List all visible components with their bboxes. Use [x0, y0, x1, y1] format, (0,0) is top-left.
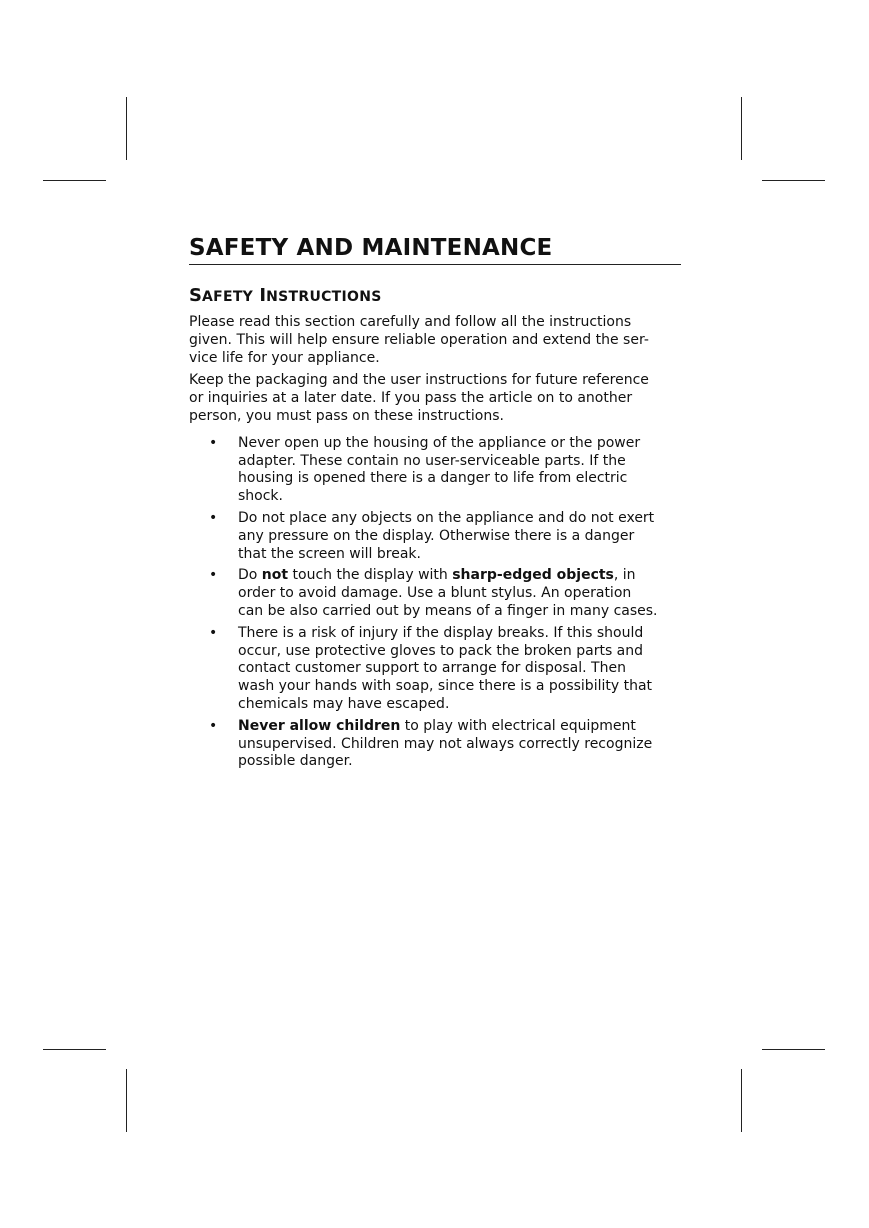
safety-bullet-list	[189, 435, 681, 771]
bullet-text: touch the display with	[288, 567, 453, 584]
bullet-line: housing is opened there is a danger to life from electric	[238, 470, 628, 487]
section-title-initial-1: S	[189, 285, 202, 306]
bullet-item-pressure	[189, 510, 681, 563]
bullet-line: wash your hands with soap, since there is a possibility that	[238, 678, 653, 695]
bullet-text: , in	[613, 567, 636, 584]
page-title: SAFETY AND MAINTENANCE	[189, 233, 681, 265]
bullet-line	[238, 718, 681, 736]
crop-mark-top-right-horizontal	[762, 180, 825, 181]
paragraph-line: person, you must pass on these instructions.	[189, 407, 504, 424]
bullet-line: There is a risk of injury if the display breaks. If this should	[238, 624, 644, 641]
bullet-item-sharp-objects	[189, 567, 681, 620]
bullet-item-children	[189, 718, 681, 771]
bullet-line: possible danger.	[238, 753, 353, 770]
bullet-item-display-breaks	[189, 625, 681, 714]
bullet-line: Do not place any objects on the appliance and do not exert	[238, 509, 655, 526]
bullet-item-housing	[189, 435, 681, 506]
bullet-line: occur, use protective gloves to pack the broken parts and	[238, 642, 644, 659]
paragraph-line: Please read this section carefully and follow all the instructions	[189, 314, 632, 330]
paragraph-line: vice life for your appliance.	[189, 349, 380, 366]
paragraph-line: given. This will help ensure reliable operation and extend the ser-	[189, 331, 649, 348]
section-title-rest-2: NSTRUCTIONS	[266, 289, 382, 305]
bullet-line: contact customer support to arrange for disposal. Then	[238, 660, 626, 677]
bullet-line: can be also carried out by means of a finger in many cases.	[238, 602, 658, 619]
page-content	[189, 233, 681, 775]
crop-mark-top-left-vertical	[126, 97, 127, 160]
bullet-emphasis: not	[261, 567, 289, 584]
bullet-line: shock.	[238, 488, 283, 505]
crop-mark-bottom-right-vertical	[741, 1069, 742, 1132]
crop-mark-bottom-right-horizontal	[762, 1049, 825, 1050]
bullet-icon: •	[209, 624, 218, 641]
bullet-icon: •	[209, 509, 218, 526]
bullet-line	[238, 567, 681, 585]
bullet-line: that the screen will break.	[238, 545, 421, 562]
bullet-line: unsupervised. Children may not always correctly recognize	[238, 735, 653, 752]
packaging-paragraph	[189, 372, 681, 425]
crop-mark-bottom-left-vertical	[126, 1069, 127, 1132]
section-title-rest-1: AFETY	[201, 289, 254, 305]
bullet-icon: •	[209, 567, 218, 584]
intro-paragraph	[189, 314, 681, 367]
paragraph-line: Keep the packaging and the user instructions for future reference	[189, 372, 649, 389]
crop-mark-top-left-horizontal	[43, 180, 106, 181]
bullet-emphasis: sharp-edged objects	[452, 567, 614, 584]
paragraph-line: or inquiries at a later date. If you pass the article on to another	[189, 390, 633, 407]
bullet-text: Do	[238, 567, 262, 584]
crop-mark-top-right-vertical	[741, 97, 742, 160]
bullet-icon: •	[209, 434, 218, 451]
bullet-line: any pressure on the display. Otherwise there is a danger	[238, 527, 635, 544]
bullet-icon: •	[209, 717, 218, 734]
bullet-line: adapter. These contain no user-serviceable parts. If the	[238, 452, 626, 469]
bullet-line: order to avoid damage. Use a blunt stylus. An operation	[238, 585, 632, 602]
section-title-initial-2: I	[259, 285, 267, 306]
bullet-line: chemicals may have escaped.	[238, 695, 450, 712]
bullet-line: Never open up the housing of the appliance or the power	[238, 434, 641, 451]
crop-mark-bottom-left-horizontal	[43, 1049, 106, 1050]
bullet-emphasis: Never allow children	[238, 717, 401, 734]
section-title	[189, 284, 681, 309]
bullet-text: to play with electrical equipment	[400, 717, 636, 734]
